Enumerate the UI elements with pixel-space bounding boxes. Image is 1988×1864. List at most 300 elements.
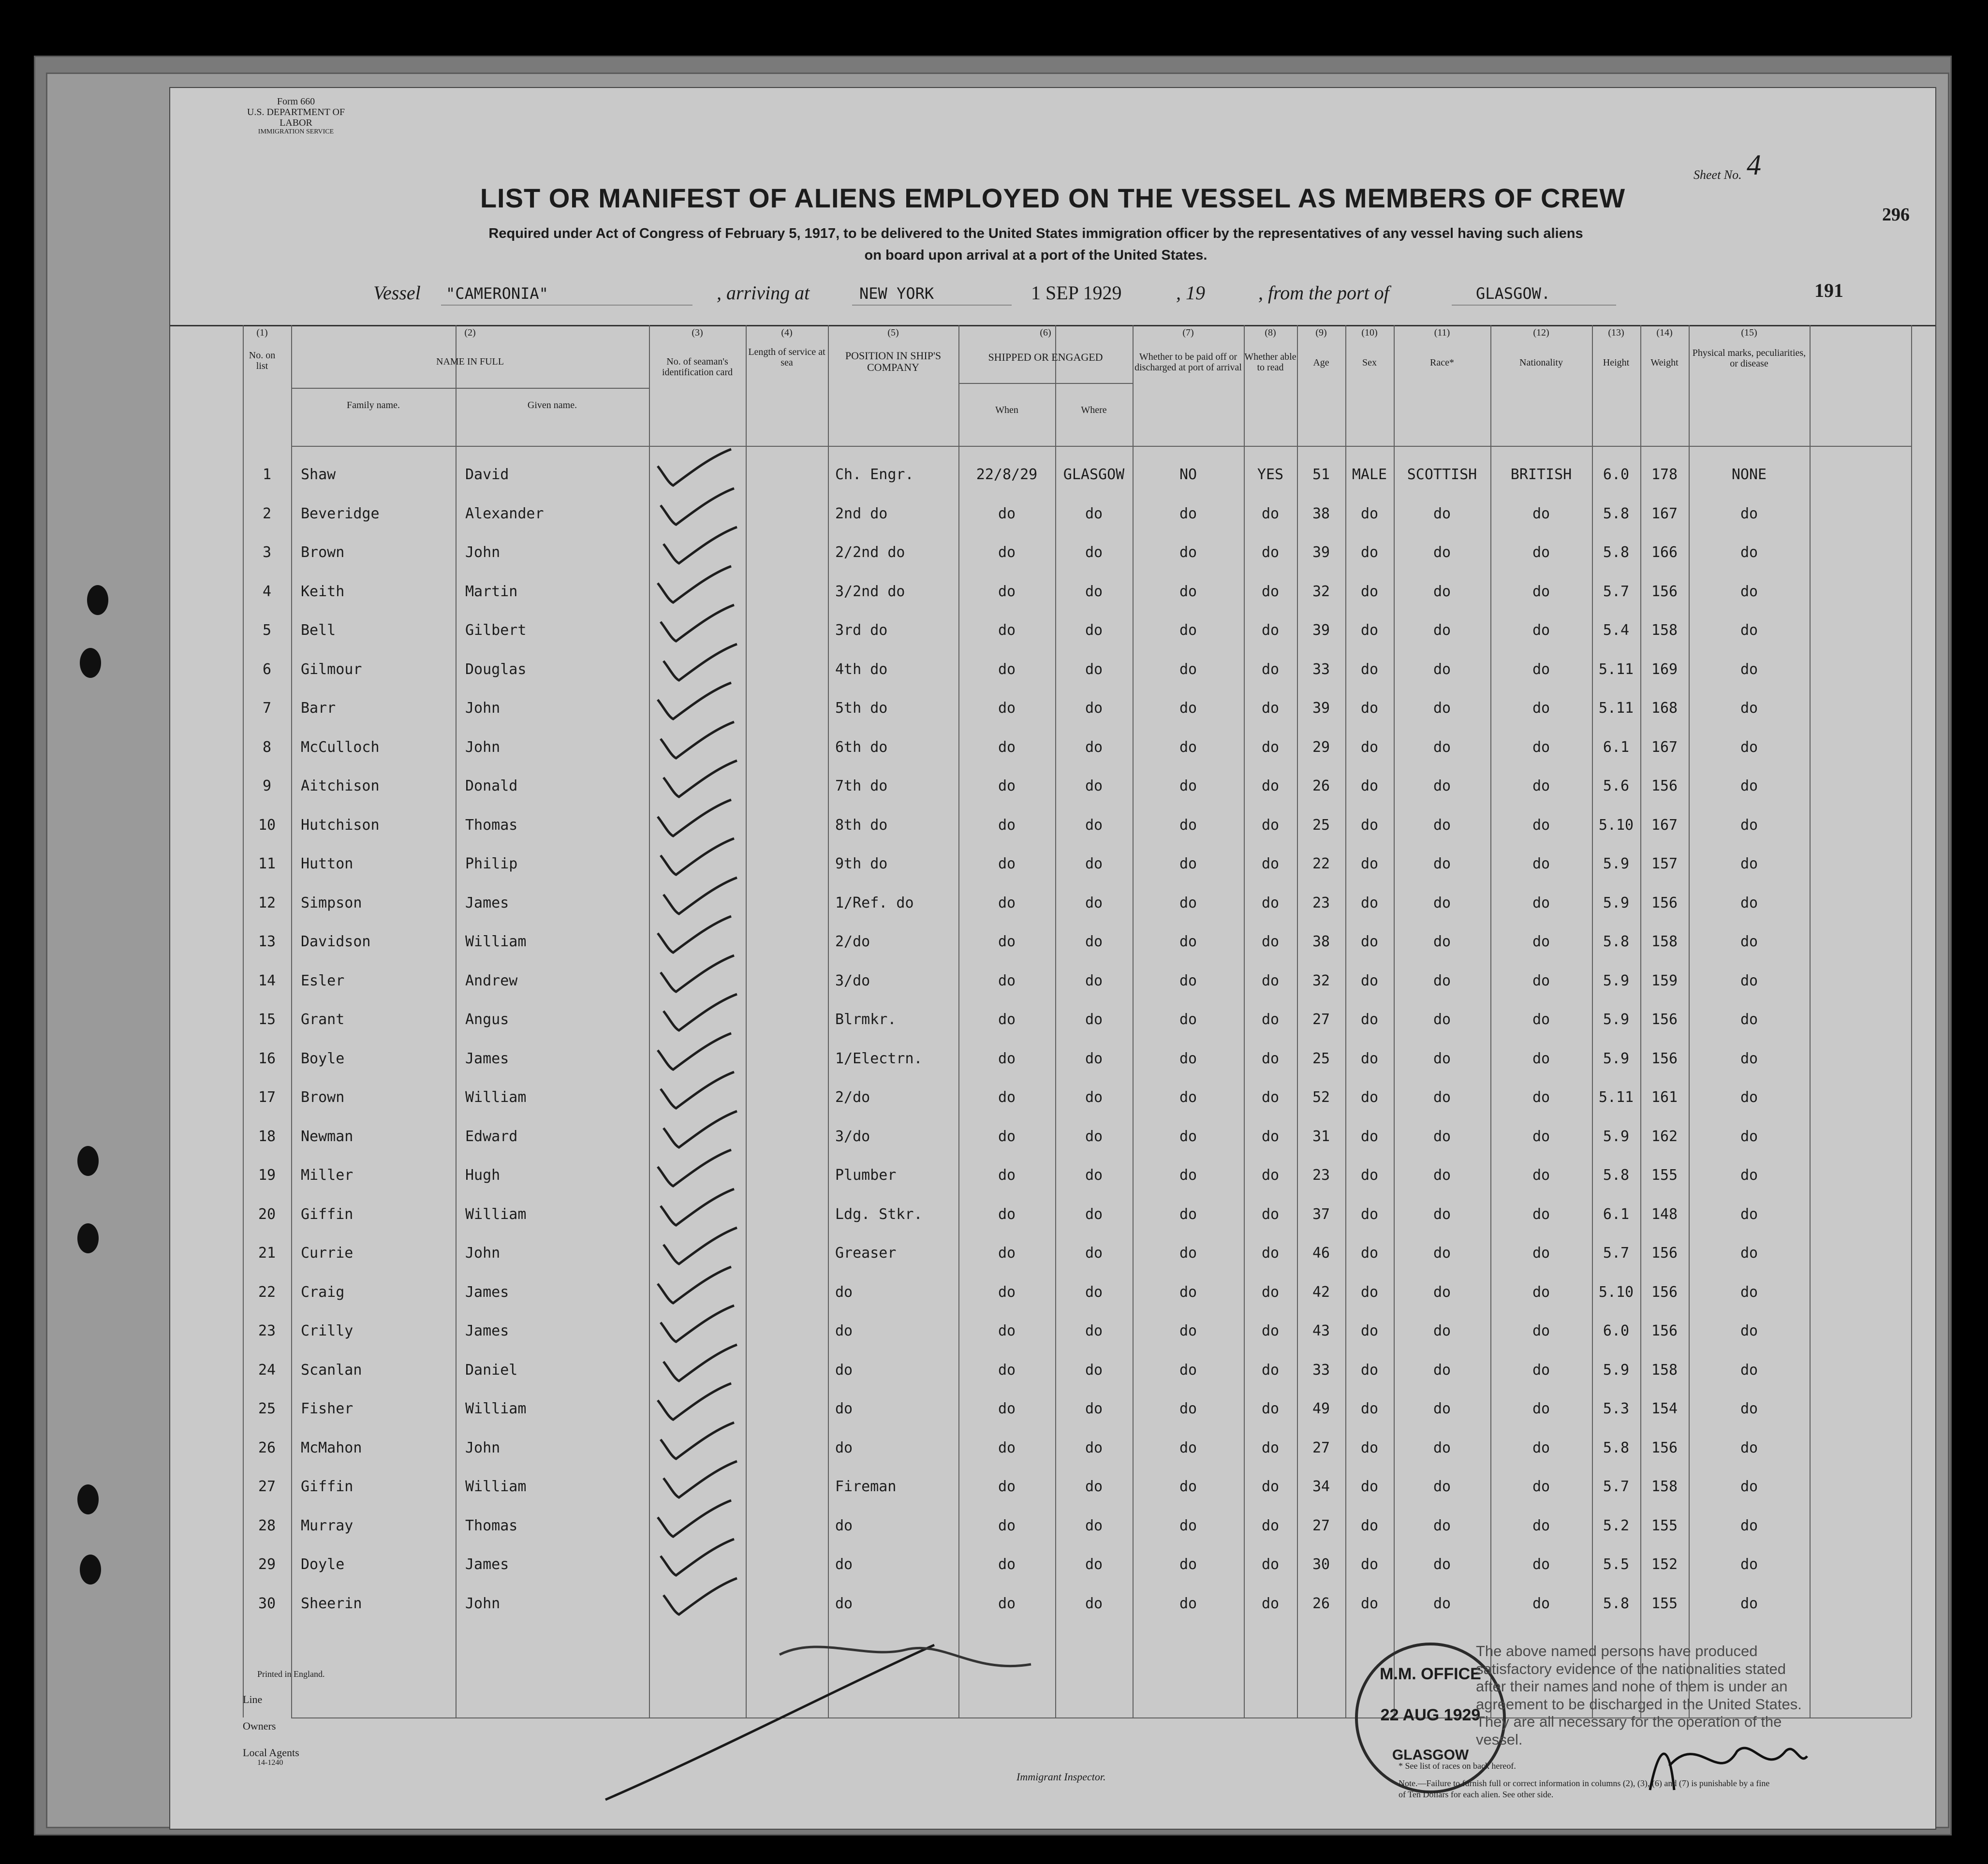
cell-nationality: do <box>1532 1595 1550 1612</box>
cell-read: do <box>1261 1322 1280 1339</box>
cell-age: 34 <box>1312 1478 1330 1495</box>
cell-nationality: do <box>1532 1361 1550 1379</box>
cell-race: do <box>1433 1283 1451 1301</box>
cell-position: 1/Ref. do <box>835 894 914 911</box>
cell-no: 7 <box>262 700 272 717</box>
cell-sex: do <box>1360 1556 1379 1573</box>
cell-family: Beveridge <box>301 505 380 522</box>
cell-weight: 158 <box>1651 622 1678 639</box>
cell-family: Boyle <box>301 1050 345 1067</box>
cell-nationality: do <box>1532 1089 1550 1106</box>
cell-when: do <box>998 1400 1016 1417</box>
cell-read: do <box>1261 738 1280 756</box>
cell-where: do <box>1085 1517 1103 1534</box>
col-no-header: (1) No. on list <box>249 327 276 371</box>
cell-where: do <box>1085 1283 1103 1301</box>
cell-position: do <box>835 1361 853 1379</box>
cell-age: 27 <box>1312 1011 1330 1028</box>
cell-sex: do <box>1360 816 1379 834</box>
cell-read: do <box>1261 855 1280 872</box>
cell-marks: do <box>1740 933 1758 950</box>
cell-when: do <box>998 660 1016 678</box>
cell-when: do <box>998 1167 1016 1184</box>
cell-position: Plumber <box>835 1167 897 1184</box>
cell-height: 5.11 <box>1598 700 1634 717</box>
grid-column-line <box>291 325 292 1717</box>
cell-where: do <box>1085 583 1103 600</box>
cell-family: Shaw <box>301 466 336 483</box>
checkmark-icon <box>657 953 739 997</box>
cell-race: do <box>1433 1361 1451 1379</box>
cell-height: 5.8 <box>1603 1595 1630 1612</box>
cell-no: 12 <box>258 894 276 911</box>
cell-paid: do <box>1179 933 1197 950</box>
cell-age: 26 <box>1312 778 1330 794</box>
cell-paid: do <box>1179 1089 1197 1106</box>
cell-family: Simpson <box>301 894 362 911</box>
cell-read: do <box>1261 700 1280 717</box>
cell-marks: do <box>1740 738 1758 756</box>
cell-family: McMahon <box>301 1439 362 1456</box>
cell-weight: 168 <box>1651 700 1678 717</box>
cell-sex: do <box>1360 1245 1379 1262</box>
cell-paid: do <box>1179 1478 1197 1495</box>
cell-when: do <box>998 583 1016 600</box>
cell-race: do <box>1433 855 1451 872</box>
cell-when: do <box>998 505 1016 522</box>
cell-where: do <box>1085 1167 1103 1184</box>
cell-marks: do <box>1740 660 1758 678</box>
cell-race: do <box>1433 1400 1451 1417</box>
cell-race: do <box>1433 583 1451 600</box>
vessel-name: "CAMERONIA" <box>446 284 548 303</box>
cell-where: do <box>1085 700 1103 717</box>
cell-weight: 159 <box>1651 972 1678 989</box>
cell-where: do <box>1085 1089 1103 1106</box>
cell-no: 11 <box>258 855 276 872</box>
cell-weight: 162 <box>1651 1128 1678 1145</box>
cell-weight: 155 <box>1651 1595 1678 1612</box>
cell-height: 5.9 <box>1603 1011 1630 1028</box>
cell-when: do <box>998 1283 1016 1301</box>
cell-read: do <box>1261 1439 1280 1456</box>
cell-when: do <box>998 1245 1016 1262</box>
cell-family: Crilly <box>301 1322 353 1339</box>
cell-no: 30 <box>258 1595 276 1612</box>
cell-sex: do <box>1360 622 1379 639</box>
cell-marks: do <box>1740 1439 1758 1456</box>
cell-height: 6.1 <box>1603 738 1630 756</box>
col-shipped-header: (6) SHIPPED OR ENGAGED <box>988 327 1103 363</box>
cell-given: Thomas <box>465 816 518 834</box>
cell-age: 39 <box>1312 544 1330 561</box>
cell-given: William <box>465 933 527 950</box>
cell-read: do <box>1261 1011 1280 1028</box>
cell-height: 5.8 <box>1603 544 1630 561</box>
cell-race: do <box>1433 894 1451 911</box>
col-where-header: Where <box>1081 405 1107 415</box>
checkmark-icon <box>657 1187 739 1230</box>
checkmark-icon <box>654 1381 736 1424</box>
cell-given: John <box>465 544 501 561</box>
grid-column-line <box>746 325 747 1717</box>
cell-read: do <box>1261 583 1280 600</box>
cell-given: Angus <box>465 1011 509 1028</box>
cell-family: Brown <box>301 1089 345 1106</box>
col-card-header: (3) No. of seaman's identification card <box>662 327 733 378</box>
cell-race: do <box>1433 933 1451 950</box>
cell-age: 25 <box>1312 816 1330 834</box>
cell-weight: 167 <box>1651 816 1678 834</box>
cell-when: do <box>998 1595 1016 1612</box>
corner-number: 191 <box>1814 279 1843 301</box>
cell-family: Esler <box>301 972 345 989</box>
cell-marks: do <box>1740 505 1758 522</box>
cell-no: 6 <box>262 660 272 678</box>
cell-given: James <box>465 1322 509 1339</box>
cell-when: do <box>998 1205 1016 1223</box>
cell-where: do <box>1085 855 1103 872</box>
cell-given: James <box>465 894 509 911</box>
cell-when: do <box>998 816 1016 834</box>
stamp-top-text: M.M. OFFICE <box>1380 1665 1481 1683</box>
cell-nationality: do <box>1532 933 1550 950</box>
cell-height: 5.9 <box>1603 1050 1630 1067</box>
cell-sex: do <box>1360 700 1379 717</box>
agents-code: 14-1240 <box>257 1759 283 1767</box>
cell-position: 4th do <box>835 660 888 678</box>
cell-height: 5.9 <box>1603 855 1630 872</box>
cell-no: 2 <box>262 505 272 522</box>
cell-nationality: do <box>1532 1556 1550 1573</box>
cell-age: 31 <box>1312 1128 1330 1145</box>
checkmark-icon <box>660 1225 742 1269</box>
binder-hole <box>77 1146 99 1176</box>
cell-paid: do <box>1179 583 1197 600</box>
cell-sex: do <box>1360 1439 1379 1456</box>
checkmark-icon <box>654 447 736 490</box>
cell-where: do <box>1085 1011 1103 1028</box>
cell-height: 5.9 <box>1603 1361 1630 1379</box>
cell-age: 38 <box>1312 933 1330 950</box>
cell-no: 14 <box>258 972 276 989</box>
col-age-header: (9) Age <box>1313 327 1329 368</box>
grid-column-line <box>649 325 650 1717</box>
cell-weight: 148 <box>1651 1205 1678 1223</box>
col-read-header: (8) Whether able to read <box>1244 327 1296 373</box>
cell-no: 23 <box>258 1322 276 1339</box>
grid-subheader-line <box>291 388 649 389</box>
cell-position: do <box>835 1322 853 1339</box>
grid-column-line <box>1911 325 1912 1717</box>
cell-when: do <box>998 972 1016 989</box>
cell-marks: do <box>1740 894 1758 911</box>
cell-nationality: do <box>1532 855 1550 872</box>
cell-weight: 167 <box>1651 738 1678 756</box>
cell-when: do <box>998 544 1016 561</box>
cell-position: 6th do <box>835 738 888 756</box>
cell-where: do <box>1085 622 1103 639</box>
cell-height: 5.8 <box>1603 933 1630 950</box>
cell-where: do <box>1085 816 1103 834</box>
cell-race: do <box>1433 1089 1451 1106</box>
cell-given: James <box>465 1283 509 1301</box>
cell-sex: do <box>1360 1478 1379 1495</box>
cell-family: Hutchison <box>301 816 380 834</box>
cell-age: 37 <box>1312 1205 1330 1223</box>
cell-when: do <box>998 1439 1016 1456</box>
cell-position: 3/2nd do <box>835 583 905 600</box>
col-when-header: When <box>995 405 1018 415</box>
cell-family: Davidson <box>301 933 371 950</box>
checkmark-icon <box>654 680 736 724</box>
cell-position: 5th do <box>835 700 888 717</box>
cell-sex: do <box>1360 1167 1379 1184</box>
cell-race: do <box>1433 1205 1451 1223</box>
cell-no: 21 <box>258 1245 276 1262</box>
cell-given: William <box>465 1478 527 1495</box>
cell-marks: do <box>1740 1361 1758 1379</box>
cell-nationality: BRITISH <box>1510 466 1572 483</box>
cell-position: 1/Electrn. <box>835 1050 923 1067</box>
cell-race: do <box>1433 1322 1451 1339</box>
cell-when: do <box>998 700 1016 717</box>
cell-weight: 161 <box>1651 1089 1678 1106</box>
cell-given: Thomas <box>465 1517 518 1534</box>
cell-nationality: do <box>1532 778 1550 794</box>
cell-when: do <box>998 1322 1016 1339</box>
cell-nationality: do <box>1532 1400 1550 1417</box>
cell-nationality: do <box>1532 505 1550 522</box>
sheet-label: Sheet No. <box>1693 168 1742 182</box>
cell-sex: do <box>1360 1400 1379 1417</box>
printed-note: Printed in England. <box>257 1669 325 1679</box>
cell-position: do <box>835 1517 853 1534</box>
cell-family: Bell <box>301 622 336 639</box>
form-number: Form 660 <box>277 96 315 107</box>
cell-marks: NONE <box>1731 466 1767 483</box>
col-name-header: (2) NAME IN FULL <box>436 327 504 367</box>
cell-when: do <box>998 894 1016 911</box>
cell-given: William <box>465 1089 527 1106</box>
cell-given: Andrew <box>465 972 518 989</box>
cell-marks: do <box>1740 583 1758 600</box>
cell-age: 38 <box>1312 505 1330 522</box>
cell-age: 43 <box>1312 1322 1330 1339</box>
cell-weight: 157 <box>1651 855 1678 872</box>
cell-marks: do <box>1740 1556 1758 1573</box>
cell-height: 5.8 <box>1603 1167 1630 1184</box>
cell-nationality: do <box>1532 1167 1550 1184</box>
cell-nationality: do <box>1532 1050 1550 1067</box>
cell-age: 52 <box>1312 1089 1330 1106</box>
cell-sex: do <box>1360 1322 1379 1339</box>
stamp-bottom-text: GLASGOW <box>1392 1747 1469 1763</box>
subtitle-line-1: Required under Act of Congress of February 5, 1917, to be delivered to the United States immigration officer by the representatives of any vessel having such aliens <box>488 226 1583 241</box>
cell-family: Aitchison <box>301 778 380 794</box>
cell-age: 23 <box>1312 1167 1330 1184</box>
line-label: Line <box>243 1693 263 1705</box>
binder-hole <box>77 1484 99 1514</box>
cell-paid: do <box>1179 544 1197 561</box>
cell-height: 5.10 <box>1598 816 1634 834</box>
cell-height: 5.7 <box>1603 1245 1630 1262</box>
cell-paid: do <box>1179 972 1197 989</box>
checkmark-icon <box>654 914 736 957</box>
cell-height: 5.10 <box>1598 1283 1634 1301</box>
grid-column-line <box>1810 325 1811 1717</box>
cell-marks: do <box>1740 778 1758 794</box>
cell-when: do <box>998 933 1016 950</box>
cell-position: Greaser <box>835 1245 897 1262</box>
cell-paid: do <box>1179 894 1197 911</box>
subtitle-line-2: on board upon arrival at a port of the United States. <box>864 248 1208 263</box>
cell-race: do <box>1433 505 1451 522</box>
year-label: , 19 <box>1176 282 1205 304</box>
cell-race: do <box>1433 816 1451 834</box>
cell-paid: do <box>1179 622 1197 639</box>
cell-where: do <box>1085 660 1103 678</box>
cell-weight: 158 <box>1651 1361 1678 1379</box>
cell-age: 23 <box>1312 894 1330 911</box>
cell-marks: do <box>1740 1050 1758 1067</box>
cell-no: 22 <box>258 1283 276 1301</box>
cell-nationality: do <box>1532 583 1550 600</box>
page-title: LIST OR MANIFEST OF ALIENS EMPLOYED ON THE VESSEL AS MEMBERS OF CREW <box>480 183 1626 213</box>
cell-paid: do <box>1179 505 1197 522</box>
grid-subheader-line <box>958 383 1133 384</box>
cell-paid: do <box>1179 1245 1197 1262</box>
col-length-header: (4) Length of service at sea <box>748 327 825 368</box>
cell-read: do <box>1261 1283 1280 1301</box>
binder-hole <box>80 1555 101 1585</box>
cell-paid: do <box>1179 816 1197 834</box>
cell-nationality: do <box>1532 1517 1550 1534</box>
col-given-header: Given name. <box>527 400 577 411</box>
cell-race: do <box>1433 700 1451 717</box>
cell-family: Murray <box>301 1517 353 1534</box>
cell-height: 5.7 <box>1603 583 1630 600</box>
col-position-header: (5) POSITION IN SHIP'S COMPANY <box>845 327 942 374</box>
certification-statement: The above named persons have produced satisfactory evidence of the nationalities stated after their names and none of them is under an agreement to be discharged in the United States. They are all necessary for the operation of the vessel. <box>1476 1643 1802 1748</box>
cell-race: do <box>1433 622 1451 639</box>
cell-position: do <box>835 1556 853 1573</box>
checkmark-icon <box>654 564 736 607</box>
checkmark-icon <box>660 1459 742 1502</box>
checkmark-icon <box>660 642 742 685</box>
cell-paid: do <box>1179 1322 1197 1339</box>
cell-position: do <box>835 1283 853 1301</box>
cell-no: 8 <box>262 738 272 756</box>
cell-position: 3rd do <box>835 622 888 639</box>
cell-position: Fireman <box>835 1478 897 1495</box>
checkmark-icon <box>660 1342 742 1386</box>
inspector-label: Immigrant Inspector. <box>1016 1771 1106 1783</box>
checkmark-icon <box>657 486 739 529</box>
cell-marks: do <box>1740 1400 1758 1417</box>
cell-when: do <box>998 1478 1016 1495</box>
cell-where: do <box>1085 1361 1103 1379</box>
cell-race: do <box>1433 1167 1451 1184</box>
cell-family: Scanlan <box>301 1361 362 1379</box>
cell-race: do <box>1433 738 1451 756</box>
cell-weight: 156 <box>1651 1283 1678 1301</box>
cell-read: do <box>1261 660 1280 678</box>
cell-paid: do <box>1179 1167 1197 1184</box>
cell-where: do <box>1085 933 1103 950</box>
cell-height: 5.4 <box>1603 622 1630 639</box>
cell-sex: do <box>1360 933 1379 950</box>
cell-read: YES <box>1257 466 1284 483</box>
cell-race: do <box>1433 1478 1451 1495</box>
cell-nationality: do <box>1532 1283 1550 1301</box>
cell-read: do <box>1261 1478 1280 1495</box>
from-label: , from the port of <box>1258 282 1389 304</box>
cell-when: do <box>998 1089 1016 1106</box>
arriving-label: , arriving at <box>717 282 810 304</box>
cell-race: do <box>1433 972 1451 989</box>
cell-sex: do <box>1360 1128 1379 1145</box>
cell-given: John <box>465 1595 501 1612</box>
cell-sex: do <box>1360 544 1379 561</box>
cell-sex: do <box>1360 505 1379 522</box>
cell-weight: 156 <box>1651 1439 1678 1456</box>
cell-marks: do <box>1740 1245 1758 1262</box>
cell-nationality: do <box>1532 700 1550 717</box>
cell-given: James <box>465 1556 509 1573</box>
cell-height: 5.7 <box>1603 1478 1630 1495</box>
cell-marks: do <box>1740 1517 1758 1534</box>
cell-where: do <box>1085 972 1103 989</box>
signature <box>1640 1722 1814 1805</box>
col-sex-header: (10) Sex <box>1361 327 1378 368</box>
page-mark: 296 <box>1882 205 1910 225</box>
cell-sex: do <box>1360 894 1379 911</box>
cell-nationality: do <box>1532 1205 1550 1223</box>
cell-marks: do <box>1740 1595 1758 1612</box>
grid-column-line <box>456 325 457 1717</box>
cell-sex: do <box>1360 1517 1379 1534</box>
cell-nationality: do <box>1532 660 1550 678</box>
cell-where: do <box>1085 1556 1103 1573</box>
col-race-header: (11) Race* <box>1430 327 1454 368</box>
cell-nationality: do <box>1532 1478 1550 1495</box>
cell-given: Donald <box>465 778 518 794</box>
col-paid-header: (7) Whether to be paid off or discharged at port of arrival <box>1134 327 1242 373</box>
checkmark-icon <box>657 1537 739 1580</box>
cell-weight: 156 <box>1651 1011 1678 1028</box>
vessel-line <box>170 281 1935 310</box>
cell-read: do <box>1261 1128 1280 1145</box>
cell-family: Keith <box>301 583 345 600</box>
cell-family: Currie <box>301 1245 353 1262</box>
cell-sex: do <box>1360 1011 1379 1028</box>
cell-family: Hutton <box>301 855 353 872</box>
cell-no: 27 <box>258 1478 276 1495</box>
cell-paid: do <box>1179 1128 1197 1145</box>
col-family-header: Family name. <box>347 400 400 411</box>
cell-given: John <box>465 738 501 756</box>
cell-sex: do <box>1360 660 1379 678</box>
cell-age: 42 <box>1312 1283 1330 1301</box>
cell-height: 6.1 <box>1603 1205 1630 1223</box>
cell-no: 10 <box>258 816 276 834</box>
cell-height: 5.3 <box>1603 1400 1630 1417</box>
cell-height: 5.11 <box>1598 660 1634 678</box>
cell-position: 7th do <box>835 778 888 794</box>
cell-position: do <box>835 1595 853 1612</box>
cell-marks: do <box>1740 700 1758 717</box>
